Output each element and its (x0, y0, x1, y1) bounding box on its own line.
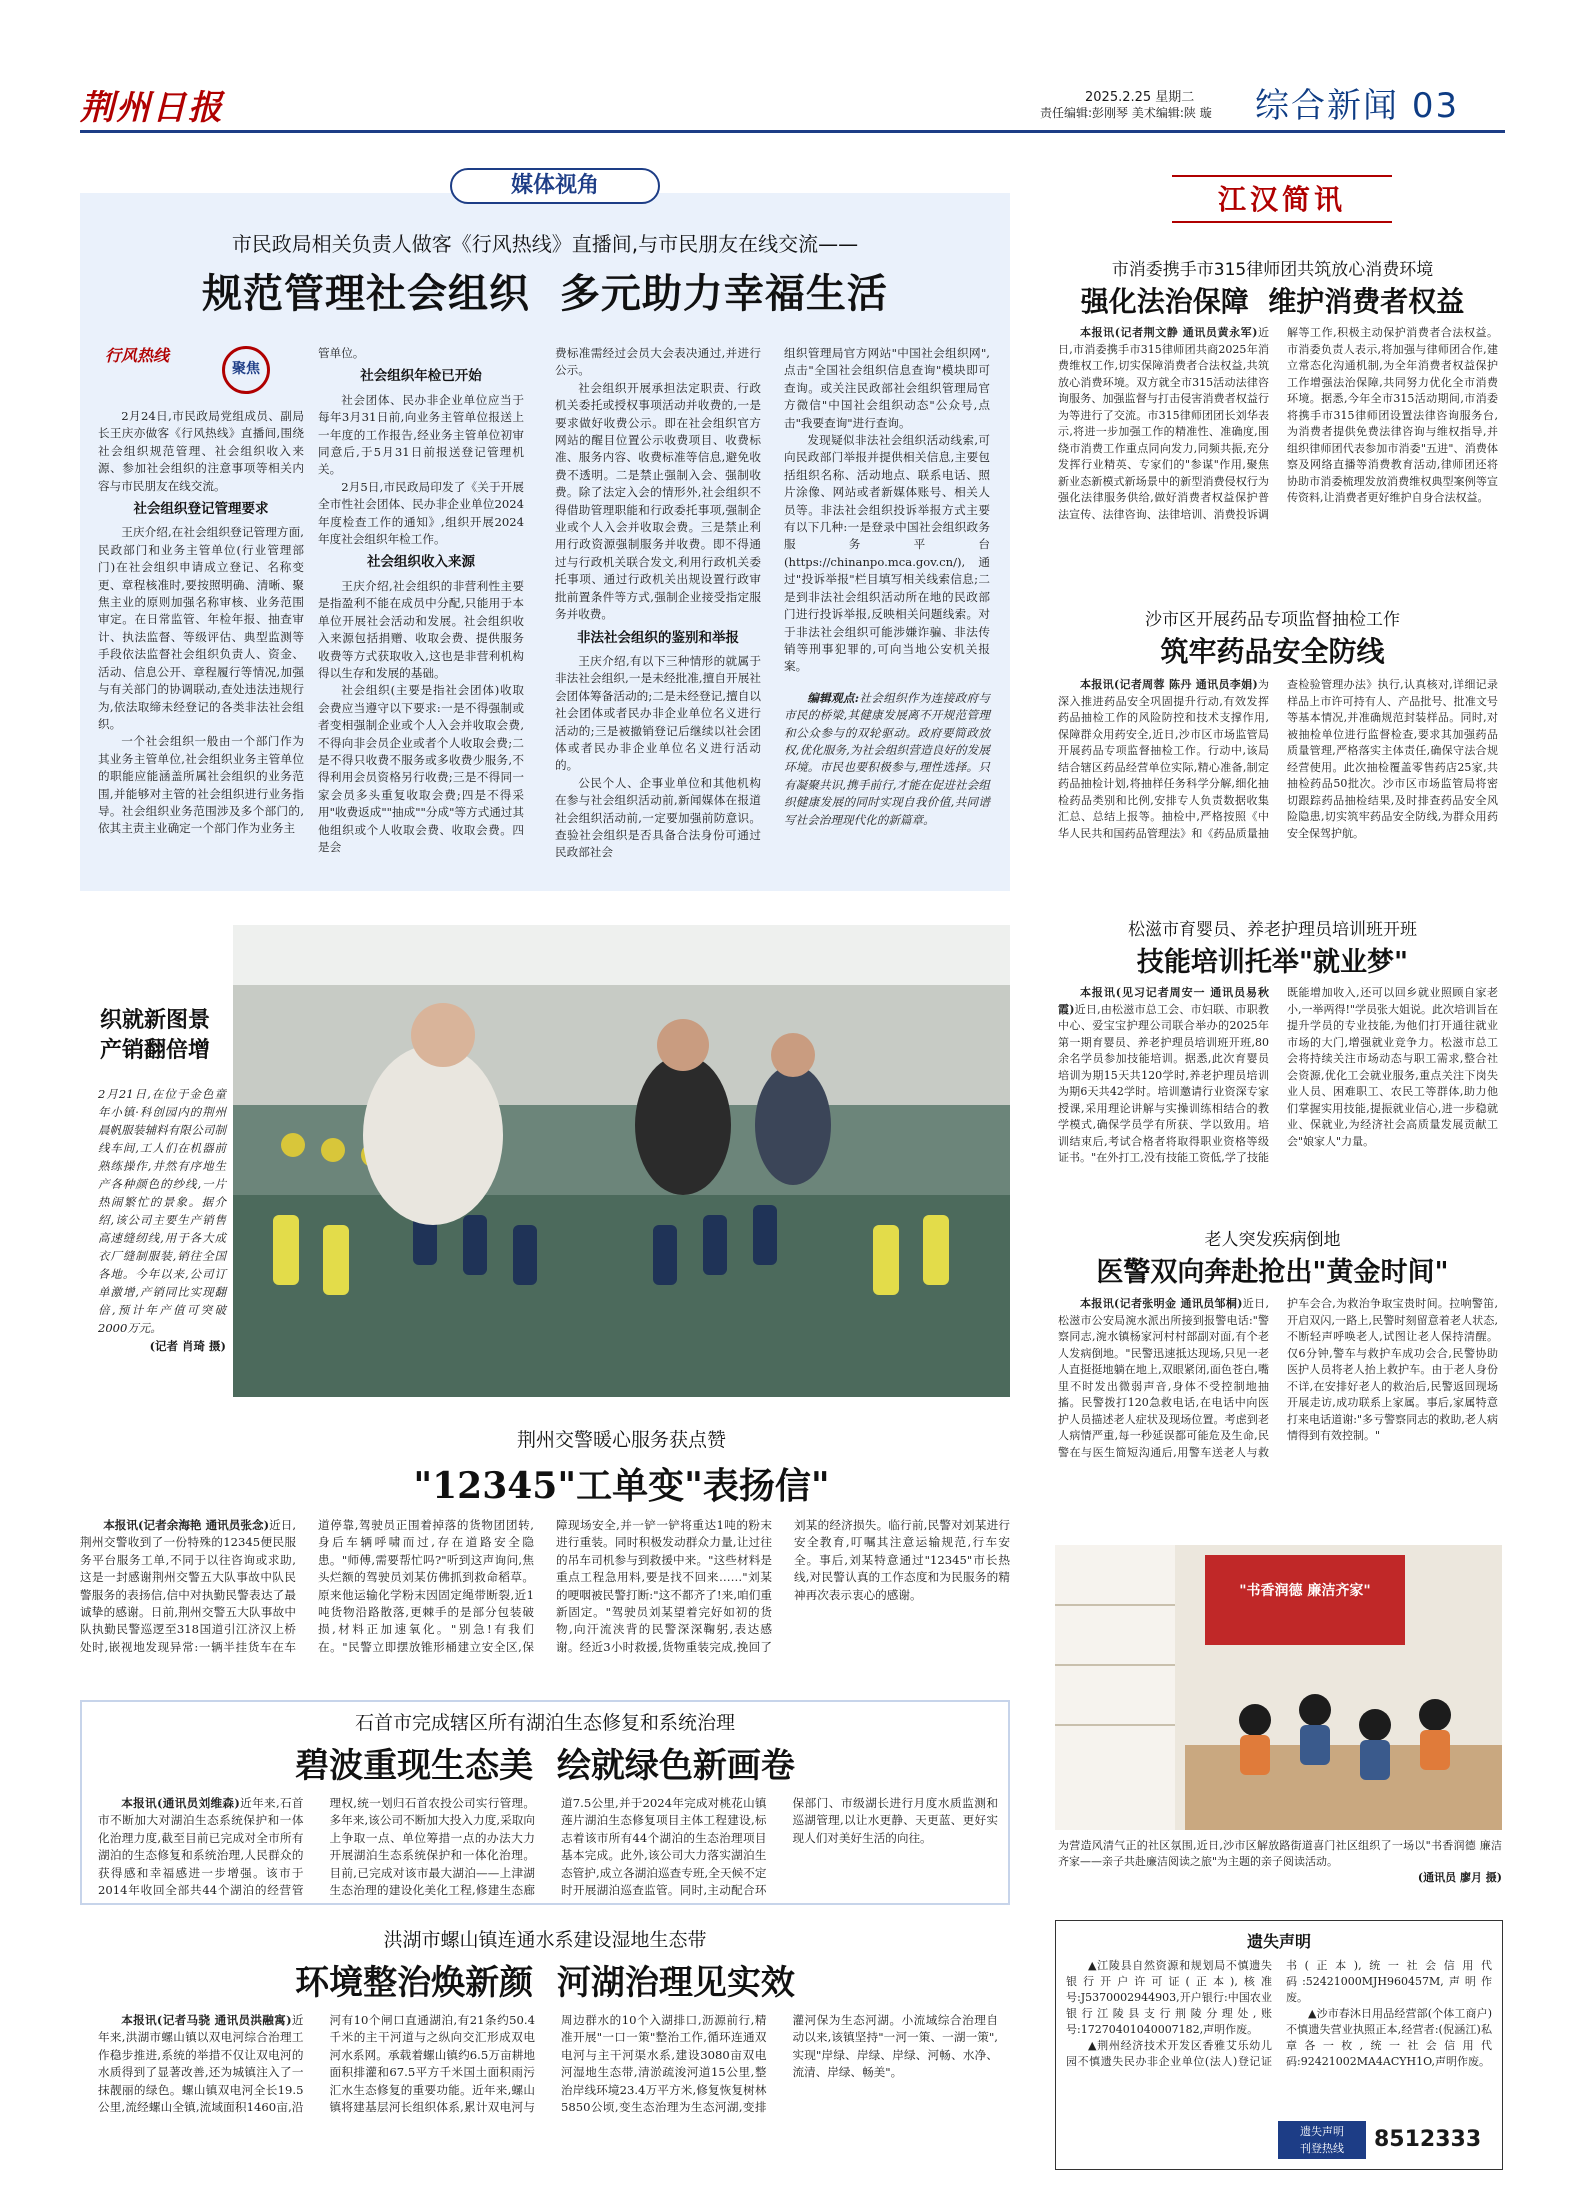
jianghan-a2-lead: 本报讯(记者周蓉 陈丹 通讯员李娟) (1080, 678, 1258, 691)
media-banner (450, 168, 660, 204)
lead-col3 (555, 345, 761, 862)
photo-feature-credit: (记者 肖琦 摄) (149, 1339, 226, 1353)
honghu-body (98, 2012, 998, 2117)
reading-caption (1058, 1838, 1502, 1886)
lost-notice-box (1055, 1920, 1503, 2170)
lost-notice-title: 遗失声明 (1246, 1932, 1311, 1951)
jianghan-a4-headline: 医警双向奔赴抢出"黄金时间" (1096, 1257, 1449, 1288)
jianghan-a2-paragraph (1058, 677, 1498, 842)
jianghan-label: 江汉简讯 (1217, 183, 1346, 216)
photo-feature-body (98, 1085, 226, 1355)
lost-notice-item: ▲沙市春沐日用品经营部(个体工商户)不慎遗失营业执照正本,经营者:(倪涵江)私章各一枚,统一社会信用代码:92421002MA4ACYH1O,声明作废。 (1286, 2007, 1492, 2068)
jianghan-a4-body (1058, 1296, 1498, 1516)
lakes-paragraph (98, 1795, 998, 1899)
jianghan-a2-body (1058, 677, 1498, 912)
honghu-kicker: 洪湖市螺山镇连通水系建设湿地生态带 (383, 1929, 707, 1951)
photo-feature-headline: 织就新图景 产销翻倍增 (99, 1007, 210, 1063)
jianghan-a4-paragraph (1058, 1296, 1498, 1461)
jianghan-a1-body (1058, 325, 1498, 573)
jianghan-a3-headline: 技能培训托举"就业梦" (1136, 947, 1409, 978)
masthead-editors: 责任编辑:彭刚琴 美术编辑:陕 璇 (1040, 106, 1212, 120)
masthead-title: 荆州日报 (80, 88, 224, 128)
jianghan-a1-headline: 强化法治保障 维护消费者权益 (1080, 285, 1465, 318)
lead-paragraph: 发现疑似非法社会组织活动线索,可向民政部门举报并提供相关信息,主要包括组织名称、活动地点、联系电话、照片涂像、网站或者新媒体账号、相关人员等。非法社会组织投诉举报方式主要有以下几种:一是登录中国社会组织政务服务平台(https://chinanpo.mca.gov.cn/),通过"投诉举报"栏目填写相关线索信息;二是到非法社会组织活动所在地的民政部门进行投诉举报,反映相关问题线索。对于非法社会组织可能涉嫌诈骗、非法传销等刑事犯罪的,可向当地公安机关报案。 (784, 433, 990, 674)
logo-xingfeng-label: 行风热线 (105, 346, 170, 365)
section-title (1255, 78, 1459, 127)
jianghan-banner (1172, 175, 1392, 223)
lead-col2 (318, 345, 524, 856)
logo-jujiao-label: 聚焦 (232, 361, 260, 377)
lead-paragraph: 社会组织(主要是指社会团体)收取会费应当遵守以下要求:一是不得强制或者变相强制企业或个人入会并收取会费,不得向非会员企业或者个人收取会费;二是不得只收费不服务或多收费少服务,不得利用会员资格另行收费;三是不得同一家会员多头重复收取会费;四是不得采用"收费返成""抽成""分成"等方式通过其他组织或个人收取会费、收取会费。四是会 (318, 683, 524, 854)
lead-paragraph: 王庆介绍,社会组织的非营利性主要是指盈利不能在成员中分配,只能用于本单位开展社会活动和发展。社会组织收入来源包括捐赠、收取会费、提供服务收费等方式获取收入,这也是非营利机构得以生存和发展的基础。 (318, 578, 524, 680)
lead-paragraph: 管单位。 (318, 346, 365, 360)
honghu-headline: 环境整治焕新颜 河湖治理见实效 (295, 1963, 795, 2003)
section-name: 综合新闻 (1255, 86, 1399, 126)
lost-notice-phone: 8512333 (1374, 2127, 1482, 2152)
jianghan-a1-kicker: 市消委携手市315律师团共筑放心消费环境 (1111, 260, 1434, 280)
lost-notice-item: ▲江陵县自然资源和规划局不慎遗失银行开户许可证(正本),核准号:J5370002944903,开户银行:中国农业银行江陵县支行荆陵分理处,账号:17270401040007182,声明作废。 (1066, 1959, 1272, 2036)
editor-note-text: 社会组织作为连接政府与市民的桥梁,其健康发展离不开规范管理和公众参与的双轮驱动。政府要简政放权,优化服务,为社会组织营造良好的发展环境。市民也要积极参与,理性选择。只有凝聚共识,携手前行,才能在促进社会组织健康发展的同时实现自我价值,共同谱写社会治理现代化的新篇章。 (784, 690, 990, 827)
reading-caption-credit: (通讯员 廖月 摄) (1417, 1871, 1502, 1884)
jianghan-a3-kicker: 松滋市育婴员、养老护理员培训班开班 (1128, 920, 1417, 940)
jianghan-a1-text: 近日,市消委携手市315律师团共商2025年消费维权工作,切实保障消费者合法权益,共筑放心消费环境。双方就全市315活动法律咨询服务、加强监督与打击侵害消费者权益行为等进行了交流。市315律师团团长刘华表示,将进一步加强工作的精准性、准确度,围绕市消费工作重点同向发力,同频共振,充分发挥行业精英、专家们的"参谋"作用,聚焦新业态新模式新场景中的新型消费侵权行为强化法律服务供给,做好消费者权益保护普法宣传、法律咨询、法律培训、消费投诉调解等工作,积极主动保护消费者合法权益。市消委负责人表示,将加强与律师团合作,建立常态化沟通机制,为全年消费者权益保护工作增强法治保障,共同努力优化全市消费环境。据悉,今年全市315活动期间,市消委将携手市315律师团设置法律咨询服务台,为消费者提供免费法律咨询与维权指导,并组织律师团代表参加市消委"五进"、消费体察及网络直播等消费教育活动,律师团还将协助市消委梳理发放消费维权典型案例等宣传资料,让消费者更好维护自身合法权益。 (1058, 326, 1498, 521)
lead-col4 (784, 345, 990, 829)
logo-xingfeng (105, 343, 185, 389)
jianghan-a3-lead: 本报讯(见习记者周安一 通讯员易秋霞) (1058, 986, 1269, 1016)
media-banner-label: 媒体视角 (510, 173, 599, 198)
lead-paragraph: 组织管理局官方网站"中国社会组织网",点击"全国社会组织信息查询"模块即可查询。或关注民政部社会组织管理局官方微信"中国社会组织动态"公众号,点击"我要查询"进行查询。 (784, 346, 990, 430)
lakes-kicker: 石首市完成辖区所有湖泊生态修复和系统治理 (354, 1712, 735, 1734)
masthead-rule (80, 130, 1505, 133)
lead-kicker: 市民政局相关负责人做客《行风热线》直播间,与市民朋友在线交流—— (231, 232, 859, 256)
lost-notice-body (1056, 1958, 1502, 2118)
lakes-body (98, 1795, 998, 1900)
lakes-lead: 本报讯(通讯员刘维森) (121, 1796, 240, 1810)
story12345-body (80, 1517, 1010, 1682)
lost-notice-tag: 遗失声明 刊登热线 (1278, 2121, 1366, 2159)
lead-subhead: 社会组织登记管理要求 (133, 501, 269, 518)
jianghan-a2-headline: 筑牢药品安全防线 (1160, 635, 1385, 668)
lead-paragraph: 费标准需经过会员大会表决通过,并进行公示。 (555, 346, 761, 378)
jianghan-a2-kicker: 沙市区开展药品专项监督抽检工作 (1145, 610, 1400, 630)
page-number: 03 (1411, 86, 1460, 126)
jianghan-a3-text: 近日,由松滋市总工会、市妇联、市职教中心、爱宝宝护理公司联合举办的2025年第一期育婴员、养老护理员培训班开班,80余名学员参加技能培训。据悉,此次育婴员培训为期15天共120学时,养老护理员培训为期6天共42学时。培训邀请行业资深专家授课,采用理论讲解与实操训练相结合的教学模式,确保学员学有所获、学以致用。培训结束后,考试合格者将取得职业资格等级证书。"在外打工,没有技能工资低,学了技能既能增加收入,还可以回乡就业照顾自家老小,一举两得!"学员张大姐说。此次培训旨在提升学员的专业技能,为他们打开通往就业市场的大门,增强就业竞争力。松滋市总工会将持续关注市场动态与职工需求,整合社会资源,优化工会就业服务,重点关注下岗失业人员、困难职工、农民工等群体,助力他们掌握实用技能,提振就业信心,进一步稳就业、保就业,为经济社会高质量发展贡献工会"娘家人"力量。 (1058, 986, 1498, 1164)
jianghan-a3-body (1058, 985, 1498, 1190)
story12345-paragraph (80, 1517, 1010, 1656)
lead-paragraph: 王庆介绍,有以下三种情形的就属于非法社会组织,一是未经批准,擅自开展社会团体筹备活动的;二是未经登记,擅自以社会团体或者民办非企业单位名义进行活动的;三是被撤销登记后继续以社会团体或者民办非企业单位名义进行活动的。 (555, 653, 761, 773)
honghu-lead: 本报讯(记者马骁 通讯员洪融寓) (121, 2013, 292, 2027)
yarn-factory-photo (233, 925, 1010, 1397)
lead-subhead: 非法社会组织的鉴别和举报 (577, 629, 739, 646)
lead-paragraph: 社会组织开展承担法定职责、行政机关委托或授权事项活动并收费的,一是要求做好收费公示。即在社会组织官方网站的醒目位置公示收费项目、收费标准、服务内容、收费标准等信息,避免收费不透明。二是禁止强制入会、强制收费。除了法定入会的情形外,社会组织不得借助管理职能和行政委托事项,强制企业或个人入会并收取会费。三是禁止利用行政资源强制服务并收费。即不得通过与行政机关联合发文,利用行政机关委托事项、通过行政机关出规设置行政审批前置条件等方式,强制企业接受指定服务并收费。 (555, 380, 761, 622)
story12345-lead: 本报讯(记者余海艳 通讯员张念) (103, 1518, 270, 1532)
logo-jujiao (222, 346, 270, 394)
jianghan-a4-lead: 本报讯(记者张明金 通讯员邹桐) (1080, 1297, 1243, 1310)
jianghan-a1-paragraph (1058, 325, 1498, 523)
lost-notice-item: ▲荆州经济技术开发区香雅艾乐幼儿园不慎遗失民办非企业单位(法人)登记证书(正本),统一社会信用代码:52421000MJH960457M,声明作废。 (1066, 1959, 1492, 2068)
jianghan-a4-kicker: 老人突发疾病倒地 (1204, 1230, 1341, 1250)
reading-caption-text: 为营造风清气正的社区氛围,近日,沙市区解放路街道喜门社区组织了一场以"书香润德 廉洁齐家——亲子共赴廉洁阅读之旅"为主题的亲子阅读活动。 (1058, 1839, 1502, 1868)
story12345-headline: "12345"工单变"表扬信" (413, 1465, 830, 1507)
lead-headline: 规范管理社会组织 多元助力幸福生活 (202, 270, 888, 317)
lead-paragraph: 2月24日,市民政局党组成员、副局长王庆亦做客《行风热线》直播间,围绕社会组织规范管理、社会组织收入来源、参加社会组织的注意事项等相关内容与市民朋友在线交流。 (98, 409, 304, 493)
reading-activity-photo (1055, 1545, 1502, 1830)
lead-paragraph: 公民个人、企事业单位和其他机构在参与社会组织活动前,新闻媒体在报道社会组织活动前,一定要加强前防意识。查验社会组织是否具备合法身份可通过民政部社会 (555, 775, 761, 860)
editor-note-label: 编辑观点: (807, 690, 860, 705)
lead-paragraph: 2月5日,市民政局印发了《关于开展全市性社会团体、民办非企业单位2024年度检查工作的通知》,组织开展2024年度社会组织年检工作。 (318, 479, 524, 547)
story12345-text: 近日,荆州交警收到了一份特殊的12345便民服务平台服务工单,不同于以往咨询或求助,这是一封感谢荆州交警五大队事故中队民警服务的表扬信,信中对执勤民警表达了最诚挚的感谢。日前,荆州交警五大队事故中队执勤民警巡逻至318国道引江济汉上桥处时,嵌视地发现异常:一辆半挂货车在车道停靠,驾驶员正围着掉落的货物团团转,身后车辆呼啸而过,存在道路安全隐患。"师傅,需要帮忙吗?"听到这声询问,焦头烂额的驾驶员刘某仿佛抓到救命稻草。原来他运输化学粉末因固定绳带断裂,近1吨货物沿路散落,更棘手的是部分包装破损,材料正加速氧化。"别急!有我们在。"民警立即摆放锥形桶建立安全区,保障现场安全,并一铲一铲将重达1吨的粉末进行重装。同时积极发动群众力量,让过往的吊车司机参与到救援中来。"这些材料是重点工程急用料,要是找不回来……"刘某的哽咽被民警打断:"这不都齐了!来,咱们重新固定。"驾驶员刘某望着完好如初的货物,向汗流浃背的民警深深鞠躬,表达感谢。经近3小时救援,货物重装完成,挽回了刘某的经济损失。临行前,民警对刘某进行安全教育,叮嘱其注意运输规范,行车安全。事后,刘某特意通过"12345"市长热线,对民警认真的工作态度和为民服务的精神再次表示衷心的感谢。 (80, 1518, 1010, 1654)
yarn-factory-illustration (233, 925, 1010, 1397)
lead-col1 (98, 408, 304, 838)
jianghan-a1-lead: 本报讯(记者荆文静 通讯员黄永军) (1080, 326, 1258, 339)
story12345-kicker: 荆州交警暖心服务获点赞 (516, 1429, 726, 1451)
reading-banner-text: "书香润德 廉洁齐家" (1239, 1583, 1371, 1599)
lead-paragraph: 社会团体、民办非企业单位应当于每年3月31日前,向业务主管单位报送上一年度的工作报告,经业务主管单位初审同意后,于5月31日前报送登记管理机关。 (318, 392, 524, 477)
lead-paragraph: 一个社会组织一般由一个部门作为其业务主管单位,社会组织业务主管单位的职能应能涵盖所属社会组织的业务范围,并能够对主管的社会组织进行业务指导。社会组织业务范围涉及多个部门的,依其主责主业确定一个部门作为业务主 (98, 734, 304, 836)
lead-subhead: 社会组织收入来源 (367, 554, 475, 571)
jianghan-a3-paragraph (1058, 985, 1498, 1167)
jianghan-a2-text: 为深入推进药品安全巩固提升行动,有效发挥药品抽检工作的风险防控和技术支撑作用,保障群众用药安全,近日,沙市区市场监管局开展药品专项监督抽检工作。行动中,该局结合辖区药品经营单位实际,精心准备,制定药品抽检计划,将抽样任务科学分解,细化抽检药品类别和比例,安排专人负责数据收集汇总、总结上报等。抽检中,严格按照《中华人民共和国药品管理法》和《药品质量抽查检验管理办法》执行,认真核对,详细记录样品上市许可持有人、产品批号、批准文号等基本情况,并准确规范封装样品。同时,对被抽检单位进行监督检查,要求其加强药品质量管理,严格落实主体责任,确保守法合规经营使用。此次抽检覆盖零售药店25家,共抽检药品50批次。沙市区市场监管局将密切跟踪药品抽检结果,及时排查药品安全风险隐患,切实筑牢药品安全防线,为群众用药安全保驾护航。 (1058, 678, 1498, 840)
lead-paragraph: 王庆介绍,在社会组织登记管理方面,民政部门和业务主管单位(行业管理部门)在社会组织申请成立登记、名称变更、章程核准时,要按照明确、清晰、聚焦主业的原则加强名称审核、业务范围审定。在日常监管、年检年报、抽查审计、执法监督、等级评估、典型监测等手段依法监督社会组织负责人、资金、活动、信息公开、章程履行等情况,加强与有关部门的协调联动,查处违法违规行为,依法取缔未经登记的各类非法社会组织。 (98, 525, 304, 731)
photo-feature-text: 2月21日,在位于金色童年小镇·科创园内的荆州晨帆服装辅料有限公司制线车间,工人们在机器前熟练操作,井然有序地生产各种颜色的纱线,一片热闹繁忙的景象。据介绍,该公司主要生产销售高速缝纫线,用于各大成衣厂缝制服装,销往全国各地。今年以来,公司订单激增,产销同比实现翻倍,预计年产值可突破2000万元。 (98, 1087, 226, 1335)
honghu-paragraph (98, 2012, 998, 2116)
lead-subhead: 社会组织年检已开始 (360, 368, 482, 385)
jianghan-a4-text: 近日,松滋市公安局涴水派出所接到报警电话:"警察同志,涴水镇杨家河村村部副对面,有个老人发病倒地。"民警迅速抵达现场,只见一老人直挺挺地躺在地上,双眼紧闭,面色苍白,嘴里不时发出微弱声音,身体不受控制地抽搐。民警拨打120急救电话,在电话中向医护人员描述老人症状及现场位置。考虑到老人病情严重,每一秒延误都可能危及生命,民警在与医生简短沟通后,用警车送老人与救护车会合,为救治争取宝贵时间。拉响警笛,开启双闪,一路上,民警时刻留意着老人状态,不断轻声呼唤老人,试图让老人保持清醒。仅6分钟,警车与救护车成功会合,民警协助医护人员将老人抬上救护车。由于老人身份不详,在安排好老人的救治后,民警返回现场开展走访,成功联系上家属。事后,家属特意打来电话道谢:"多亏警察同志的救助,老人病情得到有效控制。" (1058, 1297, 1498, 1459)
lakes-text: 近年来,石首市不断加大对湖泊生态系统保护和一体化治理力度,截至目前已完成对全市所有湖泊的生态修复和系统治理,人民群众的获得感和幸福感进一步增强。该市于2014年收回全部共44个湖泊的经营管理权,统一划归石首农投公司实行管理。多年来,该公司不断加大投入力度,采取向上争取一点、单位筹措一点的办法大力开展湖泊生态系统保护和一体化治理。目前,已完成对该市最大湖泊——上津湖生态治理的建设化美化工程,修建生态廊道7.5公里,并于2024年完成对桃花山镇莲片湖泊生态修复项目主体工程建设,标志着该市所有44个湖泊的生态治理项目基本完成。此外,该公司大力落实湖泊生态管护,成立各湖泊巡查专班,全天候不定时开展湖泊巡查监管。同时,主动配合环保部门、市级湖长进行月度水质监测和巡湖管理,以让水更静、天更蓝、更好实现人们对美好生活的向往。 (98, 1796, 998, 1898)
masthead-date: 2025.2.25 星期二 (1085, 90, 1195, 105)
honghu-text: 近年来,洪湖市螺山镇以双电河综合治理工作稳步推进,系统的举措不仅让双电河的水质得到了显著改善,还为城镇注入了一抹靓丽的绿色。螺山镇双电河全长19.5公里,流经螺山全镇,流域面积1460亩,沿河有10个闸口直通湖泊,有21条约50.4千米的主干河道与之纵向交汇形成双电河水系网。承载着螺山镇约6.5万亩耕地面积排灌和67.5平方千米国土面积雨污汇水生态修复的重要功能。近年来,螺山镇将建基层河长组织体系,累计双电河与周边群水的10个入湖排口,沥源前行,精准开展"一口一策"整治工作,循环连通双电河与主干河渠水系,建设3080亩双电河湿地生态带,清淤疏浚河道15公里,整治岸线环境23.4万平方米,修复恢复树林5850公顷,变生态治理为生态河湖,变排灌河保为生态河湖。小流域综合治理自动以来,该镇坚持"一河一策、一湖一策",实现"岸绿、岸绿、岸绿、河畅、水净、流清、岸绿、畅美"。 (98, 2013, 998, 2115)
lakes-headline: 碧波重现生态美 绘就绿色新画卷 (295, 1746, 795, 1786)
editor-note (784, 690, 990, 829)
